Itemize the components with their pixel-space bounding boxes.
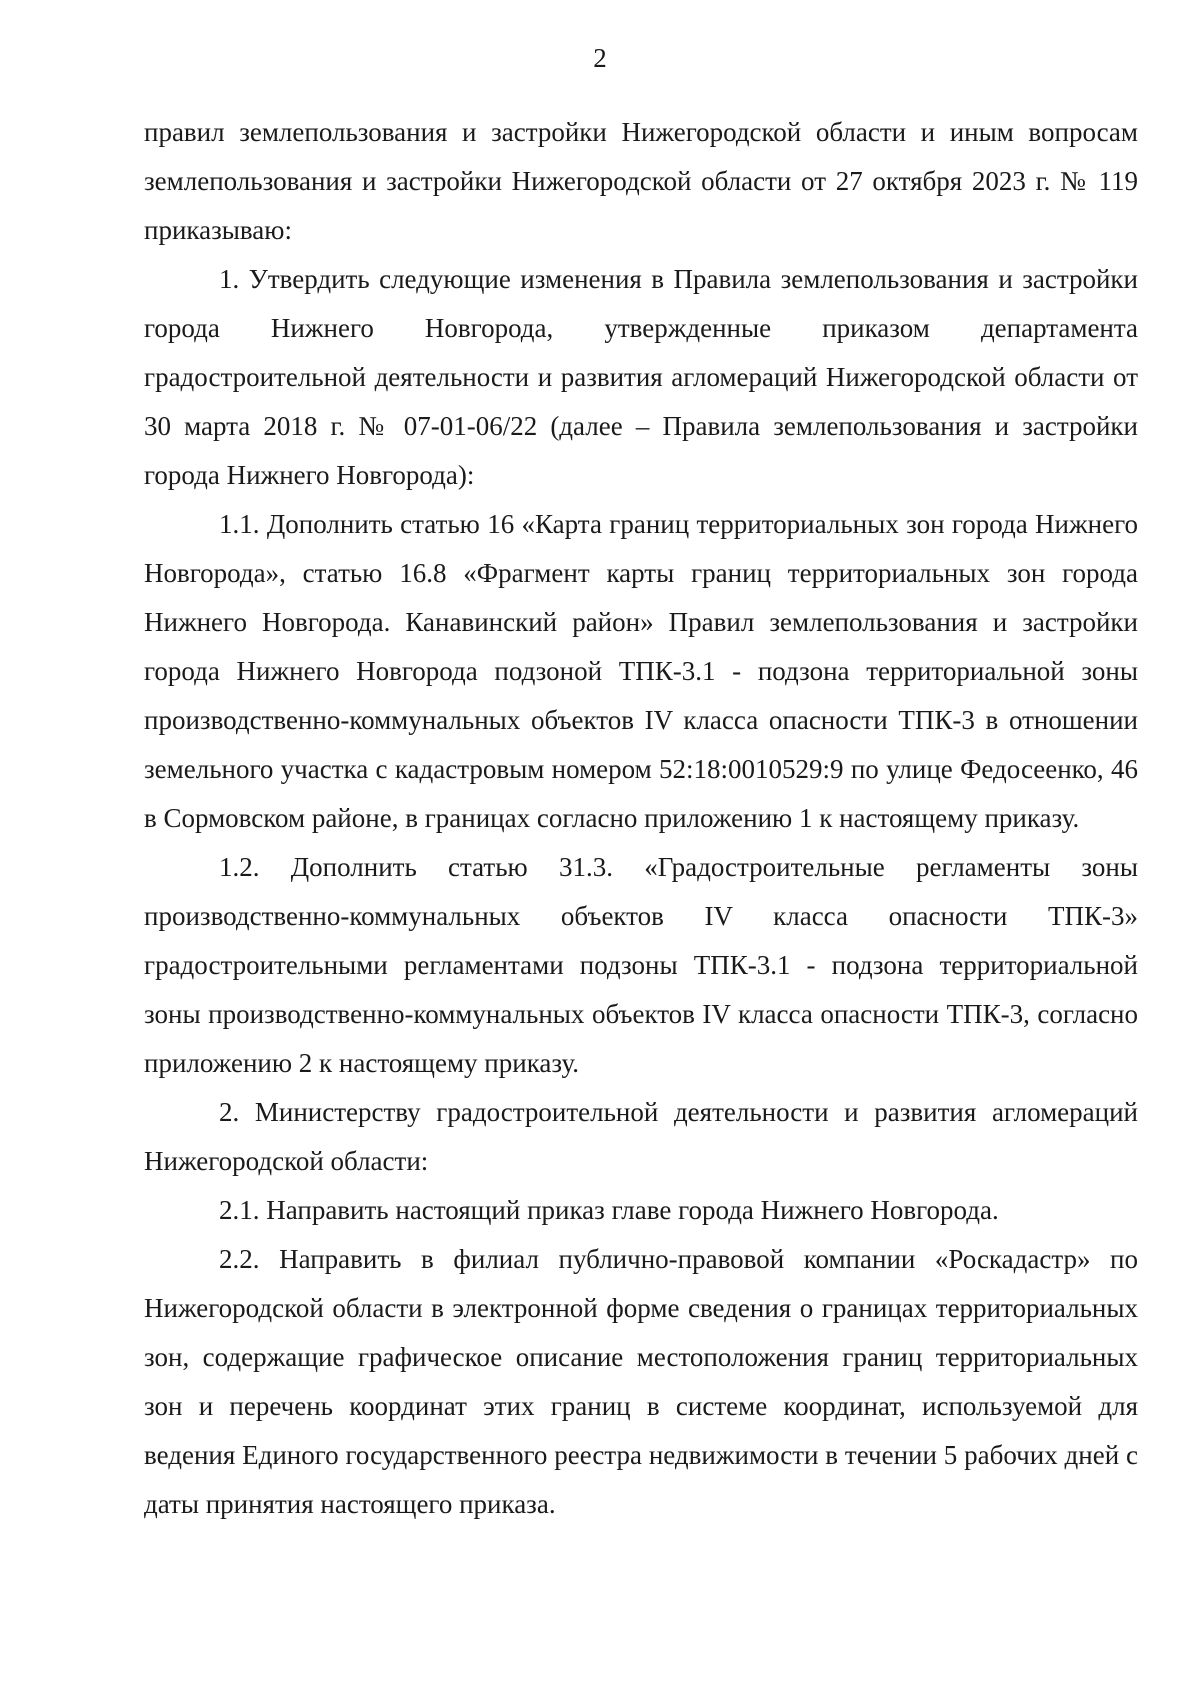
paragraph-item-2-2: 2.2. Направить в филиал публично-правовой компании «Роскадастр» по Нижегородской области в электронной форме сведения о границах территориальных зон, содержащие графическое описание местоположения границ территориальных зон и перечень координат этих границ в системе координат, используемой для ведения Единого государственного реестра недвижимости в течении 5 рабочих дней с даты принятия настоящего приказа. [144, 1244, 1138, 1519]
paragraph-item-1-2: 1.2. Дополнить статью 31.3. «Градостроительные регламенты зоны производственно-коммунальных объектов IV класса опасности ТПК-3» градостроительными регламентами подзоны ТПК-3.1 - подзона территориальной зоны производственно-коммунальных объектов IV класса опасности ТПК-3, согласно приложению 2 к настоящему приказу. [144, 852, 1138, 1078]
paragraph-item-2: 2. Министерству градостроительной деятельности и развития агломераций Нижегородской области: [144, 1097, 1138, 1176]
paragraph-item-1: 1. Утвердить следующие изменения в Правила землепользования и застройки города Нижнего Новгорода, утвержденные приказом департамента градостроительной деятельности и развития агломераций Нижегородской области от 30 марта 2018 г. № 07-01-06/22 (далее – Правила землепользования и застройки города Нижнего Новгорода): [144, 264, 1138, 490]
document-body [144, 108, 1138, 1529]
paragraph-item-2-1: 2.1. Направить настоящий приказ главе города Нижнего Новгорода. [219, 1195, 999, 1225]
paragraph-preamble-continuation: правил землепользования и застройки Нижегородской области и иным вопросам землепользования и застройки Нижегородской области от 27 октября 2023 г. № 119 приказываю: [144, 117, 1138, 245]
paragraph-item-1-1: 1.1. Дополнить статью 16 «Карта границ территориальных зон города Нижнего Новгорода», статью 16.8 «Фрагмент карты границ территориальных зон города Нижнего Новгорода. Канавинский район» Правил землепользования и застройки города Нижнего Новгорода подзоной ТПК-3.1 - подзона территориальной зоны производственно-коммунальных объектов IV класса опасности ТПК-3 в отношении земельного участка с кадастровым номером 52:18:0010529:9 по улице Федосеенко, 46 в Сормовском районе, в границах согласно приложению 1 к настоящему приказу. [144, 509, 1138, 833]
page-number: 2 [593, 43, 607, 73]
